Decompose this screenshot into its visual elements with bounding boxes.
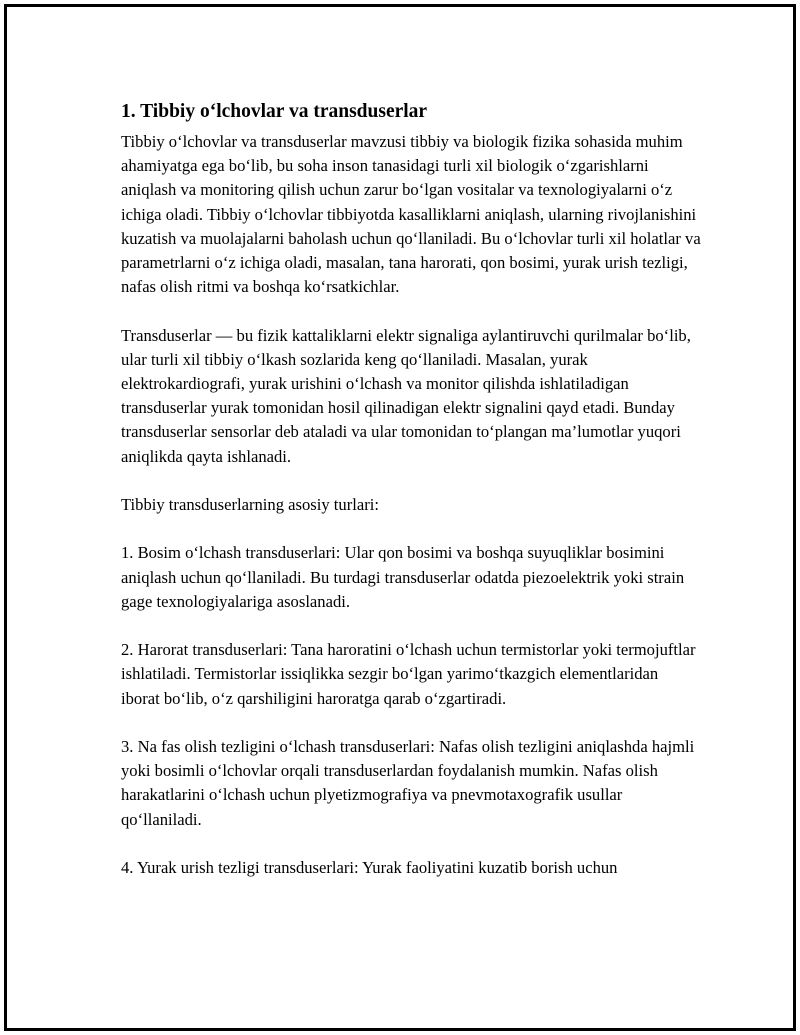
document-body bbox=[121, 99, 701, 904]
paragraph-types-heading: Tibbiy transduserlarning asosiy turlari: bbox=[121, 495, 379, 515]
document-title: 1. Tibbiy o‘lchovlar va transduserlar bbox=[121, 101, 428, 122]
paragraph-item-3: 3. Na fas olish tezligini o‘lchash transduserlari: Nafas olish tezligini aniqlashda hajmli yoki bosimli o‘lchovlar orqali transduserlardan foydalanish mumkin. Nafas olish harakatlarini o‘lchash uchun plyetizmografiya va pnevmotaxografik usullar qo‘llaniladi. bbox=[121, 737, 695, 829]
paragraph-intro: Tibbiy o‘lchovlar va transduserlar mavzusi tibbiy va biologik fizika sohasida muhim ahamiyatga ega bo‘lib, bu soha inson tanasidagi turli xil biologik o‘zgarishlarni aniqlash va monitoring qilish uchun zarur bo‘lgan vositalar va texnologiyalarni o‘z ichiga oladi. Tibbiy o‘lchovlar tibbiyotda kasalliklarni aniqlash, ularning rivojlanishini kuzatish va muolajalarni baholash uchun qo‘llaniladi. Bu o‘lchovlar turli xil holatlar va parametrlarni o‘z ichiga oladi, masalan, tana harorati, qon bosimi, yurak urish tezligi, nafas olish ritmi va boshqa ko‘rsatkichlar. bbox=[121, 132, 701, 297]
paragraph-item-4: 4. Yurak urish tezligi transduserlari: Yurak faoliyatini kuzatib borish uchun bbox=[121, 858, 618, 877]
page-frame bbox=[4, 4, 796, 1031]
paragraph-item-2: 2. Harorat transduserlari: Tana haroratini o‘lchash uchun termistorlar yoki termojuftlar ishlatiladi. Termistorlar issiqlikka sezgir bo‘lgan yarimo‘tkazgich elementlaridan iborat bo‘lib, o‘z qarshiligini haroratga qarab o‘zgartiradi. bbox=[121, 640, 696, 708]
paragraph-transducers: Transduserlar — bu fizik kattaliklarni elektr signaliga aylantiruvchi qurilmalar bo‘lib, ular turli xil tibbiy o‘lkash sozlarida keng qo‘llaniladi. Masalan, yurak elektrokardiografi, yurak urishini o‘lchash va monitor qilishda ishlatiladigan transduserlar yurak tomonidan hosil qilinadigan elektr signalini qayd etadi. Bunday transduserlar sensorlar deb ataladi va ular tomonidan to‘plangan ma’lumotlar yuqori aniqlikda qayta ishlanadi. bbox=[121, 325, 691, 466]
paragraph-item-1: 1. Bosim o‘lchash transduserlari: Ular qon bosimi va boshqa suyuqliklar bosimini aniqlash uchun qo‘llaniladi. Bu turdagi transduserlar odatda piezoelektrik yoki strain gage texnologiyalariga asoslanadi. bbox=[121, 543, 685, 611]
